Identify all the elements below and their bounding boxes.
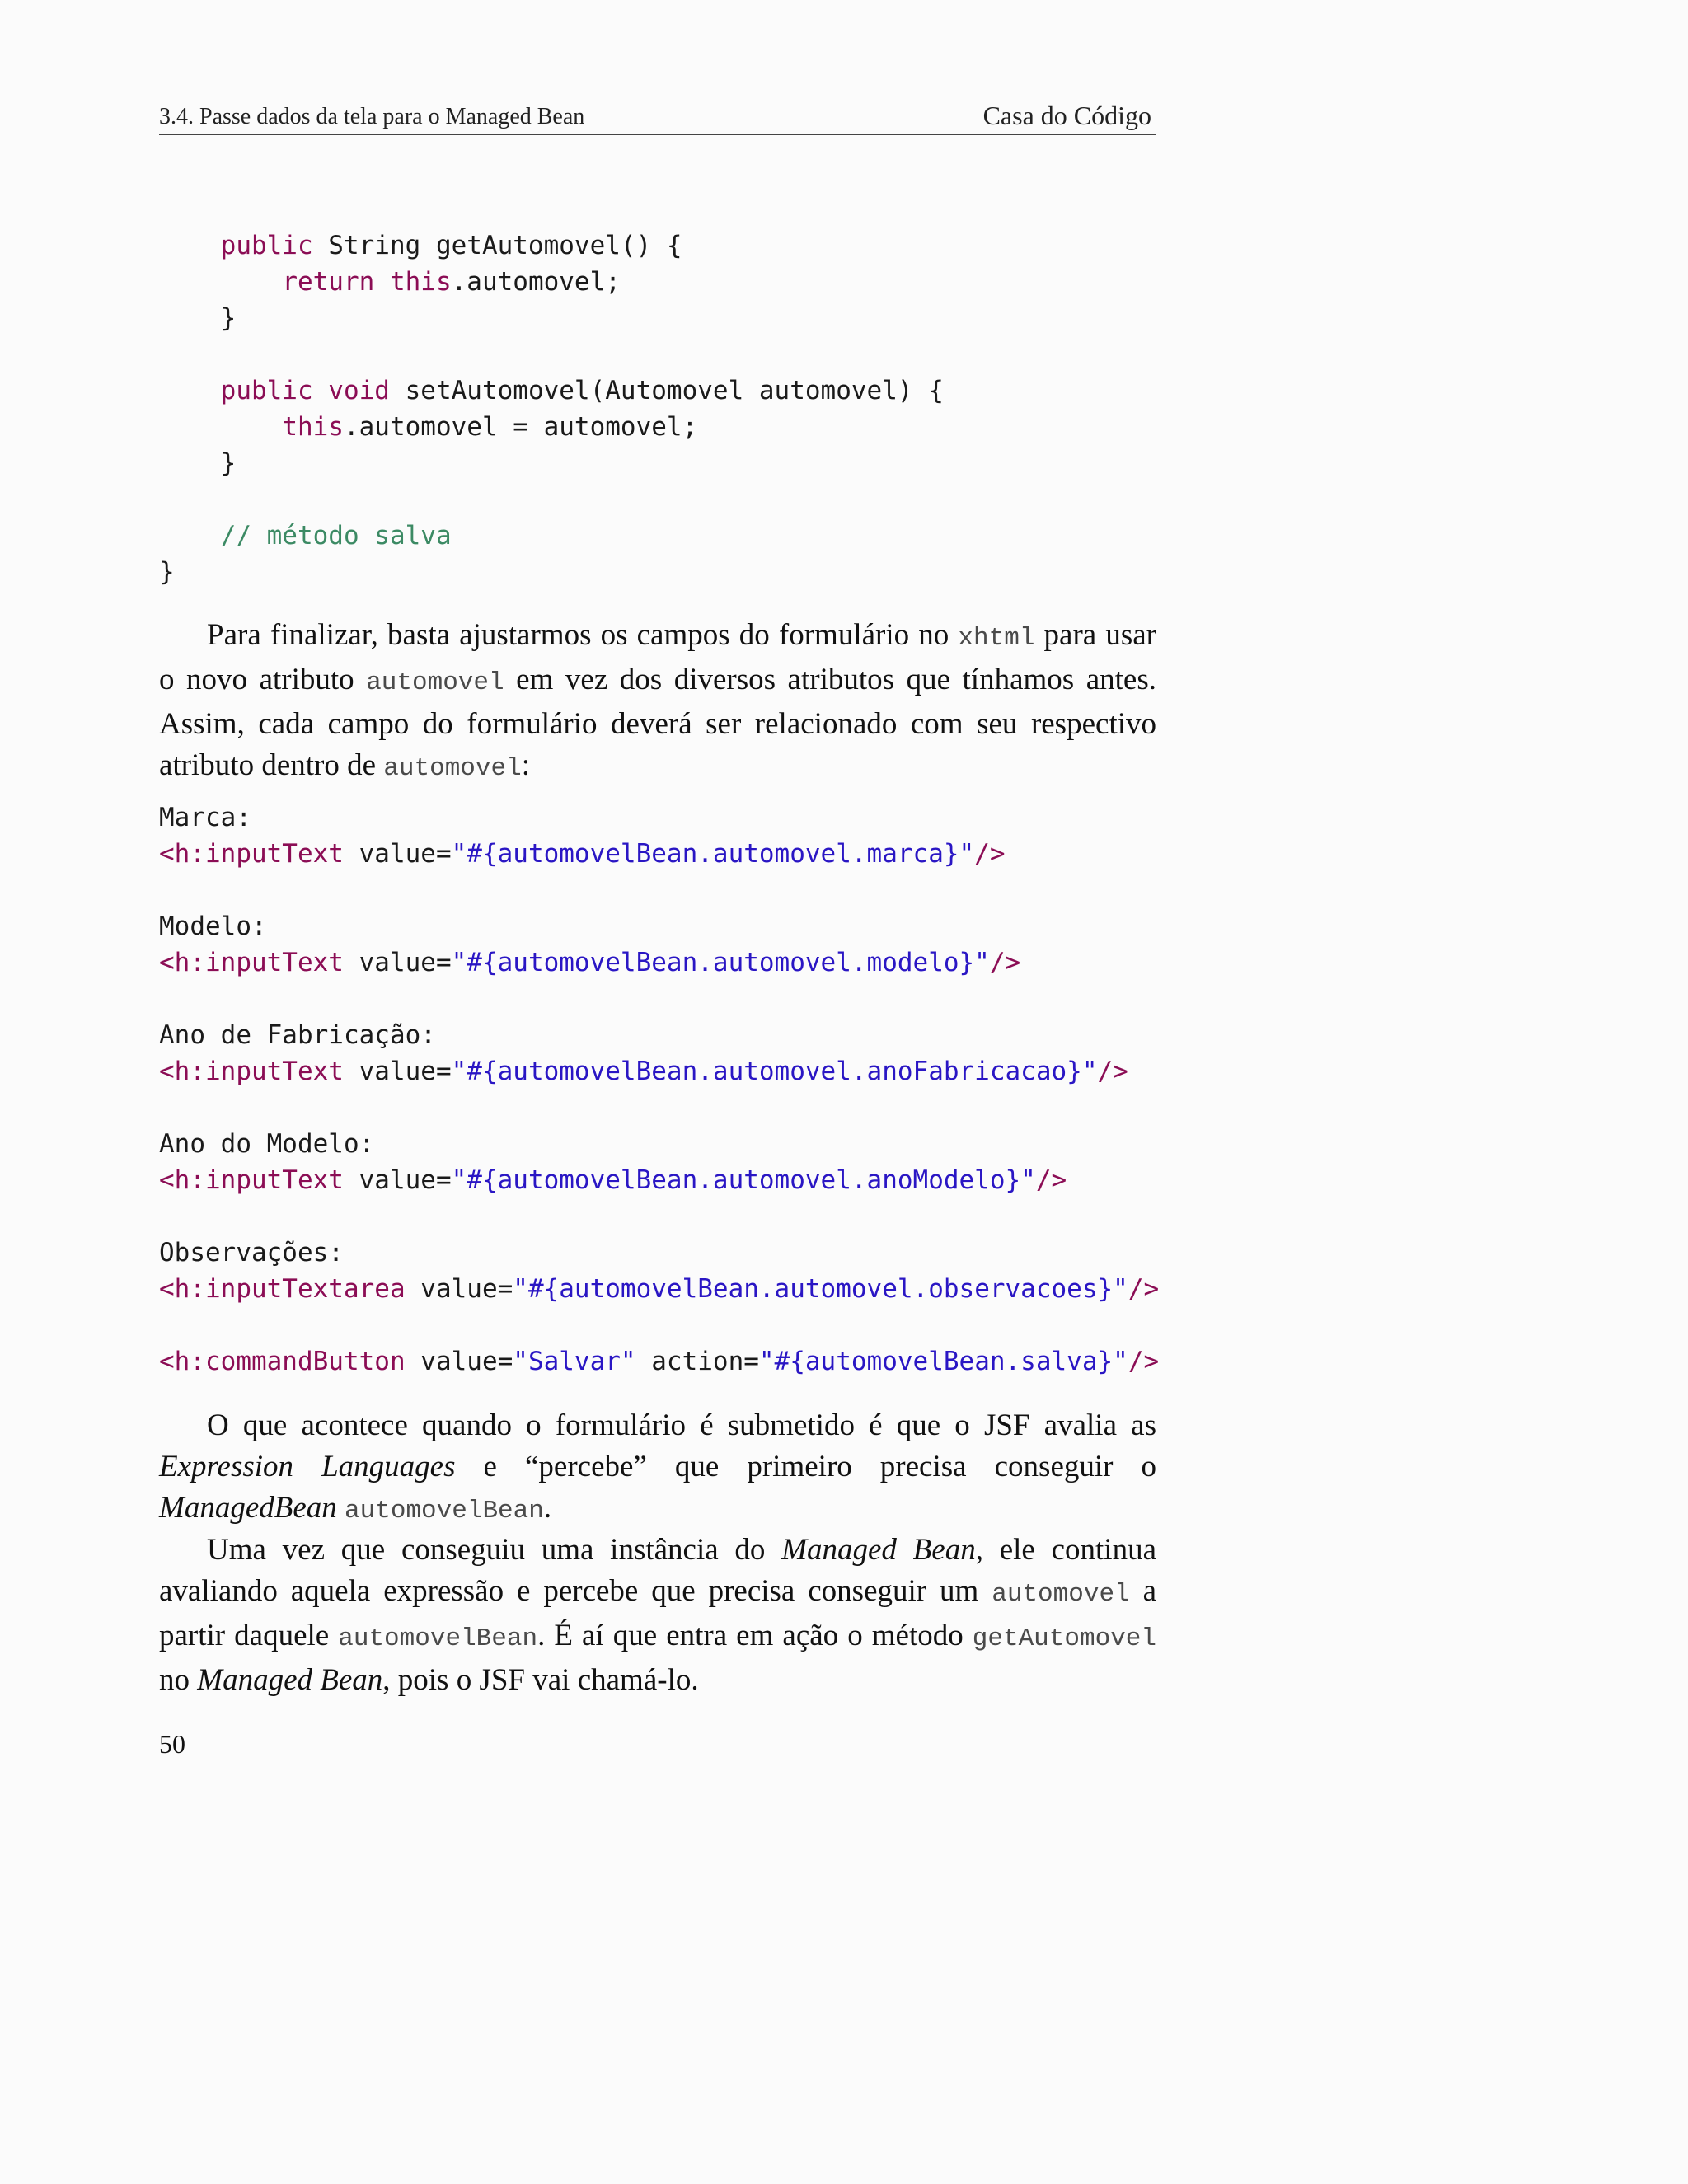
code-string: "#{automovelBean.salva}" <box>758 1347 1128 1376</box>
paragraph-text: no <box>159 1663 198 1697</box>
italic-term: Managed Bean <box>781 1533 976 1567</box>
paragraph-text: e “percebe” que primeiro precisa conseguir o <box>455 1450 1157 1483</box>
italic-term: Managed Bean <box>197 1663 383 1697</box>
code-tag: <h:inputTextarea <box>159 1274 406 1304</box>
code-string: "Salvar" <box>513 1347 636 1376</box>
inline-code: automovel <box>366 668 504 697</box>
paragraph-text: . <box>543 1491 552 1525</box>
field-label: Modelo: <box>159 912 267 941</box>
paragraph-3 <box>159 1530 1156 1701</box>
code-text: } <box>220 448 237 478</box>
code-tag: /> <box>1128 1347 1160 1376</box>
code-string: "#{automovelBean.automovel.marca}" <box>451 839 975 869</box>
code-attr: value= <box>405 1347 513 1376</box>
code-text: String getAutomovel() { <box>312 231 682 260</box>
inline-code: xhtml <box>958 624 1035 653</box>
code-text: } <box>159 557 175 587</box>
code-tag: <h:inputText <box>159 948 344 977</box>
field-label: Ano do Modelo: <box>159 1129 375 1159</box>
book-title: Casa do Código <box>982 101 1151 130</box>
paragraph-text: Para finalizar, basta ajustarmos os campos do formulário no <box>207 618 959 652</box>
xhtml-form-code-block <box>159 799 1159 1380</box>
code-attr: value= <box>343 1165 452 1195</box>
inline-code: automovel <box>992 1580 1130 1609</box>
italic-term: Expression Languages <box>159 1450 456 1483</box>
code-keyword: public void <box>220 376 390 405</box>
field-label: Ano de Fabricação: <box>159 1020 436 1050</box>
code-keyword: public <box>220 231 313 260</box>
code-tag: <h:inputText <box>159 1057 344 1086</box>
code-tag: /> <box>1035 1165 1067 1195</box>
paragraph-text: : <box>521 748 530 782</box>
inline-code: automovelBean <box>338 1624 538 1653</box>
code-attr: value= <box>343 1057 452 1086</box>
code-tag: /> <box>989 948 1021 977</box>
paragraph-text: . É aí que entra em ação o método <box>537 1619 973 1652</box>
code-tag: <h:inputText <box>159 1165 344 1195</box>
paragraph-1 <box>159 615 1156 790</box>
code-tag: <h:inputText <box>159 839 344 869</box>
code-tag: <h:commandButton <box>159 1347 406 1376</box>
paragraph-text: O que acontece quando o formulário é submetido é que o JSF avalia as <box>207 1408 1156 1442</box>
code-text: .automovel; <box>451 267 621 297</box>
code-attr: value= <box>405 1274 513 1304</box>
paragraph-2 <box>159 1405 1156 1532</box>
paragraph-text: para usar o novo atributo <box>159 618 1156 696</box>
code-attr: action= <box>635 1347 759 1376</box>
code-keyword: this <box>389 267 452 297</box>
inline-code: automovelBean <box>345 1497 544 1526</box>
paragraph-text: a partir daquele <box>159 1574 1156 1652</box>
code-tag: /> <box>1128 1274 1160 1304</box>
code-text: setAutomovel(Automovel automovel) { <box>389 376 944 405</box>
paragraph-text: , ele continua avaliando aquela expressão e percebe que precisa conseguir um <box>159 1533 1157 1608</box>
paragraph-text: Uma vez que conseguiu uma instância do <box>207 1533 782 1567</box>
code-string: "#{automovelBean.automovel.anoModelo}" <box>451 1165 1036 1195</box>
page-number: 50 <box>159 1729 185 1759</box>
paragraph-text: em vez dos diversos atributos que tínhamos antes. Assim, cada campo do formulário deverá ser relacionado com seu respectivo atributo dentro de <box>159 663 1156 782</box>
field-label: Marca: <box>159 803 251 832</box>
paragraph-text <box>337 1491 345 1525</box>
italic-term: ManagedBean <box>159 1491 337 1525</box>
inline-code: automovel <box>383 754 522 783</box>
code-text: } <box>220 303 237 333</box>
running-header <box>159 101 1156 135</box>
code-string: "#{automovelBean.automovel.anoFabricacao}" <box>451 1057 1098 1086</box>
code-comment: // método salva <box>220 521 452 551</box>
code-keyword: return <box>282 267 375 297</box>
code-string: "#{automovelBean.automovel.modelo}" <box>451 948 990 977</box>
code-attr: value= <box>343 839 452 869</box>
code-attr: value= <box>343 948 452 977</box>
field-label: Observações: <box>159 1238 344 1268</box>
java-code-block <box>159 227 944 590</box>
inline-code: getAutomovel <box>972 1624 1157 1653</box>
code-tag: /> <box>1097 1057 1128 1086</box>
code-keyword: this <box>282 412 344 442</box>
code-string: "#{automovelBean.automovel.observacoes}" <box>513 1274 1128 1304</box>
code-tag: /> <box>974 839 1006 869</box>
section-title: 3.4. Passe dados da tela para o Managed Bean <box>159 104 585 129</box>
paragraph-text: , pois o JSF vai chamá-lo. <box>382 1663 699 1697</box>
code-text: .automovel = automovel; <box>343 412 698 442</box>
